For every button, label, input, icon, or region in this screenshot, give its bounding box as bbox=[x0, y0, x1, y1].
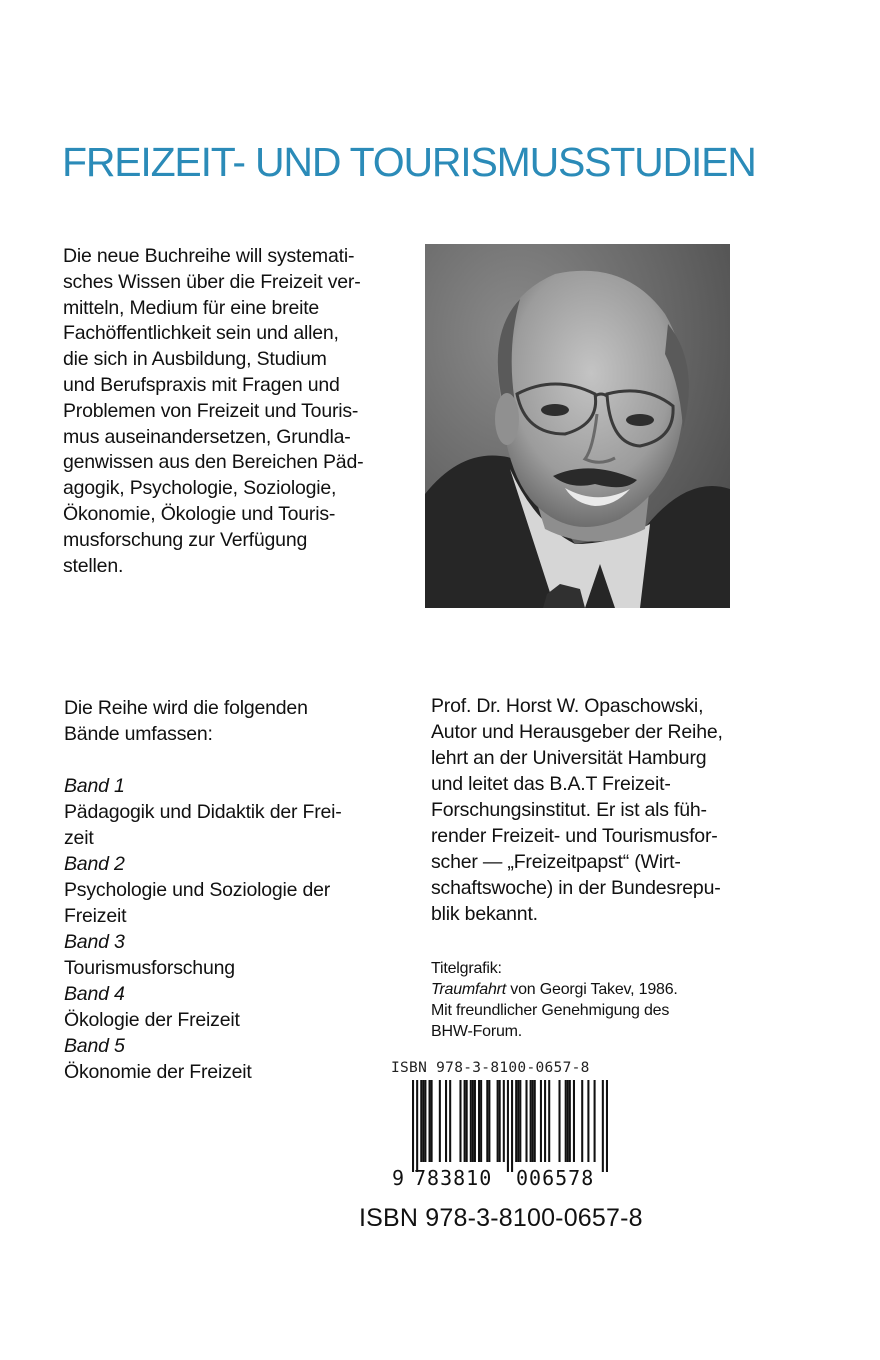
intro-line: Fachöffentlichkeit sein und allen, bbox=[63, 322, 339, 345]
series-intro-line: Die Reihe wird die folgenden bbox=[64, 697, 308, 719]
ean-first-digit: 9 bbox=[392, 1166, 405, 1190]
barcode-bar bbox=[439, 1080, 441, 1162]
barcode-bar bbox=[497, 1080, 499, 1162]
spacer bbox=[64, 747, 404, 773]
author-bio bbox=[431, 693, 791, 927]
credit-line: Mit freundlicher Genehmigung des bbox=[431, 1002, 670, 1019]
barcode-bar bbox=[503, 1080, 505, 1162]
barcode-bar bbox=[515, 1080, 517, 1162]
band-label bbox=[64, 981, 404, 1007]
author-line: lehrt an der Universität Hamburg bbox=[431, 747, 707, 769]
barcode-guard-bar bbox=[416, 1080, 418, 1172]
series-intro-line: Bände umfassen: bbox=[64, 723, 213, 745]
author-line: scher — „Freizeitpapst“ (Wirt- bbox=[431, 851, 681, 873]
intro-line: mitteln, Medium für eine breite bbox=[63, 296, 320, 319]
band-title-line: Pädagogik und Didaktik der Frei- bbox=[64, 801, 342, 823]
intro-line: agogik, Psychologie, Soziologie, bbox=[63, 477, 337, 500]
barcode-bar bbox=[420, 1080, 422, 1162]
credit-work-line bbox=[431, 979, 771, 1000]
barcode-bar bbox=[486, 1080, 488, 1162]
credit-heading: Titelgrafik: bbox=[431, 960, 502, 977]
barcode-bar bbox=[429, 1080, 431, 1162]
barcode-bar bbox=[470, 1080, 472, 1162]
barcode-bar bbox=[424, 1080, 426, 1162]
band-label bbox=[64, 851, 404, 877]
intro-line: die sich in Ausbildung, Studium bbox=[63, 348, 327, 371]
barcode-bar bbox=[581, 1080, 583, 1162]
band-label-text: Band 1 bbox=[64, 775, 125, 797]
barcode-bar bbox=[532, 1080, 534, 1162]
barcode-bar bbox=[499, 1080, 501, 1162]
barcode-bar bbox=[517, 1080, 519, 1162]
barcode-bar bbox=[459, 1080, 461, 1162]
band-title-line: Ökonomie der Freizeit bbox=[64, 1061, 252, 1083]
barcode-bar bbox=[525, 1080, 527, 1162]
credit-line: BHW-Forum. bbox=[431, 1023, 523, 1040]
intro-line: mus auseinandersetzen, Grundla- bbox=[63, 425, 351, 448]
band-label bbox=[64, 1033, 404, 1059]
credit-work-rest: von Georgi Takev, 1986. bbox=[506, 981, 678, 998]
barcode-bar bbox=[422, 1080, 424, 1162]
band-label-text: Band 4 bbox=[64, 983, 125, 1005]
intro-line: Problemen von Freizeit und Touris- bbox=[63, 399, 359, 422]
barcode-bar bbox=[573, 1080, 575, 1162]
intro-line: stellen. bbox=[63, 554, 124, 577]
barcode-bar bbox=[534, 1080, 536, 1162]
band-label-text: Band 5 bbox=[64, 1035, 125, 1057]
intro-line: Die neue Buchreihe will systemati- bbox=[63, 245, 355, 267]
band-title-line: Psychologie und Soziologie der bbox=[64, 879, 331, 901]
band-title-line: zeit bbox=[64, 827, 94, 849]
series-title: FREIZEIT- UND TOURISMUSSTUDIEN bbox=[62, 139, 756, 185]
barcode-bar bbox=[449, 1080, 451, 1162]
barcode-bar bbox=[472, 1080, 474, 1162]
series-volumes bbox=[64, 695, 404, 1085]
barcode-bar bbox=[466, 1080, 468, 1162]
barcode-bar bbox=[445, 1080, 447, 1162]
intro-line: musforschung zur Verfügung bbox=[63, 528, 308, 551]
barcode-bar bbox=[567, 1080, 569, 1162]
isbn-bottom: ISBN 978-3-8100-0657-8 bbox=[359, 1204, 643, 1232]
barcode-bar bbox=[565, 1080, 567, 1162]
intro-line: Ökonomie, Ökologie und Touris- bbox=[63, 502, 336, 525]
barcode-guard-bar bbox=[602, 1080, 604, 1172]
barcode-bar bbox=[519, 1080, 521, 1162]
barcode-bar bbox=[548, 1080, 550, 1162]
credit-work-title: Traumfahrt bbox=[431, 981, 507, 998]
author-line: Forschungsinstitut. Er ist als füh- bbox=[431, 799, 707, 821]
author-line: Autor und Herausgeber der Reihe, bbox=[431, 721, 723, 743]
barcode-bar bbox=[587, 1080, 589, 1162]
barcode-bar bbox=[544, 1080, 546, 1162]
band-title-line: Tourismusforschung bbox=[64, 957, 235, 979]
barcode-guard-bar bbox=[507, 1080, 509, 1172]
cover-art-credit bbox=[431, 958, 771, 1042]
author-line: Prof. Dr. Horst W. Opaschowski, bbox=[431, 695, 704, 717]
barcode-guard-bar bbox=[511, 1080, 513, 1172]
series-description bbox=[63, 244, 408, 579]
barcode-bar bbox=[480, 1080, 482, 1162]
isbn-above-barcode: ISBN 978-3-8100-0657-8 bbox=[391, 1060, 590, 1076]
ean-barcode bbox=[412, 1080, 608, 1172]
intro-line: und Berufspraxis mit Fragen und bbox=[63, 373, 340, 396]
barcode-bar bbox=[464, 1080, 466, 1162]
band-label bbox=[64, 929, 404, 955]
intro-line: sches Wissen über die Freizeit ver- bbox=[63, 270, 361, 293]
author-line: render Freizeit- und Tourismusfor- bbox=[431, 825, 718, 847]
barcode-guard-bar bbox=[606, 1080, 608, 1172]
barcode-bar bbox=[478, 1080, 480, 1162]
barcode-bar bbox=[569, 1080, 571, 1162]
author-line: schaftswoche) in der Bundesrepu- bbox=[431, 877, 721, 899]
ean-digits bbox=[392, 1166, 632, 1190]
ean-left-group: 783810 bbox=[414, 1166, 493, 1190]
barcode-bar bbox=[558, 1080, 560, 1162]
barcode-guard-bar bbox=[412, 1080, 414, 1172]
band-label bbox=[64, 773, 404, 799]
band-title-line: Freizeit bbox=[64, 905, 127, 927]
author-line: blik bekannt. bbox=[431, 903, 538, 925]
barcode-bar bbox=[488, 1080, 490, 1162]
intro-line: genwissen aus den Bereichen Päd- bbox=[63, 451, 364, 474]
barcode-bar bbox=[474, 1080, 476, 1162]
author-portrait bbox=[425, 244, 730, 608]
author-line: und leitet das B.A.T Freizeit- bbox=[431, 773, 671, 795]
barcode-bar bbox=[540, 1080, 542, 1162]
ean-right-group: 006578 bbox=[516, 1166, 595, 1190]
band-label-text: Band 2 bbox=[64, 853, 125, 875]
band-title-line: Ökologie der Freizeit bbox=[64, 1009, 240, 1031]
band-label-text: Band 3 bbox=[64, 931, 125, 953]
barcode-bar bbox=[594, 1080, 596, 1162]
barcode-bar bbox=[431, 1080, 433, 1162]
barcode-bar bbox=[530, 1080, 532, 1162]
